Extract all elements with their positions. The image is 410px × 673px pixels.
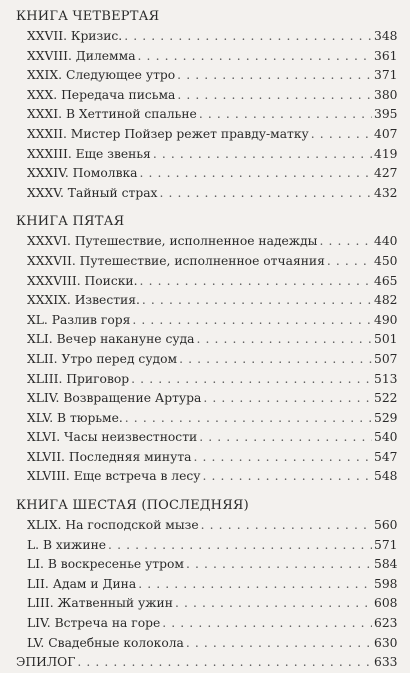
chapter-title: XLIX. На господской мызе bbox=[27, 518, 199, 533]
toc-entry bbox=[14, 370, 396, 390]
page-number: 450 bbox=[374, 253, 398, 268]
page-number: 427 bbox=[374, 166, 398, 181]
toc-entry bbox=[14, 389, 396, 409]
toc-entry bbox=[14, 66, 396, 86]
page-number: 395 bbox=[374, 107, 398, 122]
chapter-title: XXXVI. Путешествие, исполненное надежды bbox=[27, 234, 318, 249]
page-number: 608 bbox=[374, 596, 398, 611]
book-title: КНИГА ПЯТАЯ bbox=[16, 214, 125, 230]
book-four bbox=[14, 7, 396, 203]
toc-entry bbox=[14, 448, 396, 468]
leader-dots bbox=[175, 594, 372, 614]
page-number: 465 bbox=[374, 273, 398, 288]
page-number: 547 bbox=[374, 449, 398, 464]
leader-dots bbox=[138, 575, 372, 595]
toc-entry bbox=[14, 105, 396, 125]
page-number: 482 bbox=[374, 293, 398, 308]
toc-entry bbox=[14, 252, 396, 272]
leader-dots bbox=[142, 291, 372, 311]
chapter-title: LIII. Жатвенный ужин bbox=[27, 596, 173, 611]
page-number: 633 bbox=[374, 655, 398, 670]
chapter-title: XLVIII. Еще встреча в лесу bbox=[27, 469, 201, 484]
chapter-title: XLII. Утро перед судом bbox=[27, 351, 178, 366]
page-number: 361 bbox=[374, 48, 398, 63]
toc-entry bbox=[14, 594, 396, 614]
leader-dots bbox=[140, 272, 372, 292]
page-number: 440 bbox=[374, 234, 398, 249]
chapter-title: XLVI. Часы неизвестности bbox=[27, 430, 198, 445]
leader-dots bbox=[201, 516, 372, 536]
leader-dots bbox=[199, 428, 372, 448]
chapter-title: XLI. Вечер накануне суда bbox=[27, 332, 195, 347]
toc-entry bbox=[14, 47, 396, 67]
page-number: 560 bbox=[374, 518, 398, 533]
page-number: 584 bbox=[374, 557, 398, 572]
page-number: 630 bbox=[374, 635, 398, 650]
leader-dots bbox=[196, 330, 372, 350]
book-title: КНИГА ЧЕТВЕРТАЯ bbox=[16, 9, 160, 24]
page-number: 371 bbox=[374, 68, 398, 83]
leader-dots bbox=[327, 252, 372, 272]
toc-entry bbox=[14, 291, 396, 311]
chapter-title: LII. Адам и Дина bbox=[27, 576, 137, 591]
page-number: 598 bbox=[374, 576, 398, 591]
epilogue-title: ЭПИЛОГ bbox=[16, 655, 76, 670]
leader-dots bbox=[140, 164, 372, 184]
leader-dots bbox=[186, 555, 372, 575]
chapter-title: XXXIX. Известия. bbox=[27, 293, 140, 308]
leader-dots bbox=[203, 389, 372, 409]
toc-entry bbox=[14, 311, 396, 331]
chapter-title: XXXV. Тайный страх bbox=[27, 185, 158, 200]
toc-entry bbox=[14, 428, 396, 448]
leader-dots bbox=[203, 467, 372, 487]
leader-dots bbox=[153, 145, 372, 165]
leader-dots bbox=[194, 448, 373, 468]
toc-entry bbox=[14, 634, 396, 654]
toc-entry bbox=[14, 232, 396, 252]
toc-entry bbox=[14, 536, 396, 556]
leader-dots bbox=[177, 66, 372, 86]
chapter-title: XLVII. Последняя минута bbox=[27, 449, 192, 464]
chapter-title: XXXVII. Путешествие, исполненное отчаяния bbox=[27, 253, 325, 268]
chapter-title: LV. Свадебные колокола bbox=[27, 635, 184, 650]
leader-dots bbox=[177, 86, 372, 106]
chapter-title: XXXIV. Помолвка bbox=[27, 166, 138, 181]
chapter-title: XL. Разлив горя bbox=[27, 312, 131, 327]
chapter-title: XXVIII. Дилемма bbox=[27, 48, 136, 63]
book-six bbox=[14, 496, 396, 673]
leader-dots bbox=[124, 27, 372, 47]
chapter-title: XXX. Передача письма bbox=[27, 87, 176, 102]
toc-entry bbox=[14, 86, 396, 106]
chapter-title: XXXII. Мистер Пойзер режет правду-матку bbox=[27, 126, 309, 141]
toc-entry bbox=[14, 555, 396, 575]
toc-entry-epilogue bbox=[14, 653, 396, 673]
toc-entry bbox=[14, 27, 396, 47]
toc-entry bbox=[14, 272, 396, 292]
leader-dots bbox=[199, 105, 372, 125]
chapter-title: XXXVIII. Поиски. bbox=[27, 273, 138, 288]
leader-dots bbox=[138, 47, 372, 67]
toc-entry bbox=[14, 409, 396, 429]
toc-entry bbox=[14, 467, 396, 487]
leader-dots bbox=[179, 350, 372, 370]
page-number: 540 bbox=[374, 430, 398, 445]
leader-dots bbox=[125, 409, 372, 429]
page-number: 571 bbox=[374, 537, 398, 552]
leader-dots bbox=[77, 653, 372, 673]
page-number: 513 bbox=[374, 371, 398, 386]
page-number: 419 bbox=[374, 146, 398, 161]
chapter-title: XXIX. Следующее утро bbox=[27, 68, 176, 83]
leader-dots bbox=[131, 370, 372, 390]
toc-entry bbox=[14, 125, 396, 145]
toc-entry bbox=[14, 145, 396, 165]
leader-dots bbox=[162, 614, 372, 634]
book-five bbox=[14, 212, 396, 487]
leader-dots bbox=[132, 311, 372, 331]
chapter-title: L. В хижине bbox=[27, 537, 107, 552]
leader-dots bbox=[311, 125, 372, 145]
toc-entry bbox=[14, 184, 396, 204]
chapter-title: XXXI. В Хеттиной спальне bbox=[27, 107, 197, 122]
book-title: КНИГА ШЕСТАЯ (ПОСЛЕДНЯЯ) bbox=[16, 498, 249, 514]
chapter-title: XXVII. Кризис. bbox=[27, 29, 123, 43]
toc-entry bbox=[14, 575, 396, 595]
page-number: 490 bbox=[374, 312, 398, 327]
toc-entry bbox=[14, 350, 396, 370]
leader-dots bbox=[159, 184, 372, 204]
chapter-title: XLIII. Приговор bbox=[27, 371, 130, 386]
leader-dots bbox=[319, 232, 372, 252]
chapter-title: XLIV. Возвращение Артура bbox=[27, 391, 202, 406]
toc-entry bbox=[14, 164, 396, 184]
page-number: 507 bbox=[374, 351, 398, 366]
page-number: 522 bbox=[374, 391, 398, 406]
chapter-title: XLV. В тюрьме. bbox=[27, 410, 123, 425]
chapter-title: LI. В воскресенье утром bbox=[27, 557, 184, 572]
leader-dots bbox=[108, 536, 372, 556]
page-number: 407 bbox=[374, 126, 398, 141]
page-number: 348 bbox=[374, 29, 398, 43]
page-number: 380 bbox=[374, 87, 398, 102]
page-number: 548 bbox=[374, 469, 398, 484]
leader-dots bbox=[186, 634, 372, 654]
page-number: 623 bbox=[374, 616, 398, 631]
chapter-title: XXXIII. Еще звенья bbox=[27, 146, 151, 161]
toc-entry bbox=[14, 614, 396, 634]
toc-entry bbox=[14, 330, 396, 350]
toc-entry bbox=[14, 516, 396, 536]
page-number: 529 bbox=[374, 410, 398, 425]
page-number: 432 bbox=[374, 185, 398, 200]
chapter-title: LIV. Встреча на горе bbox=[27, 616, 161, 631]
page-number: 501 bbox=[374, 332, 398, 347]
